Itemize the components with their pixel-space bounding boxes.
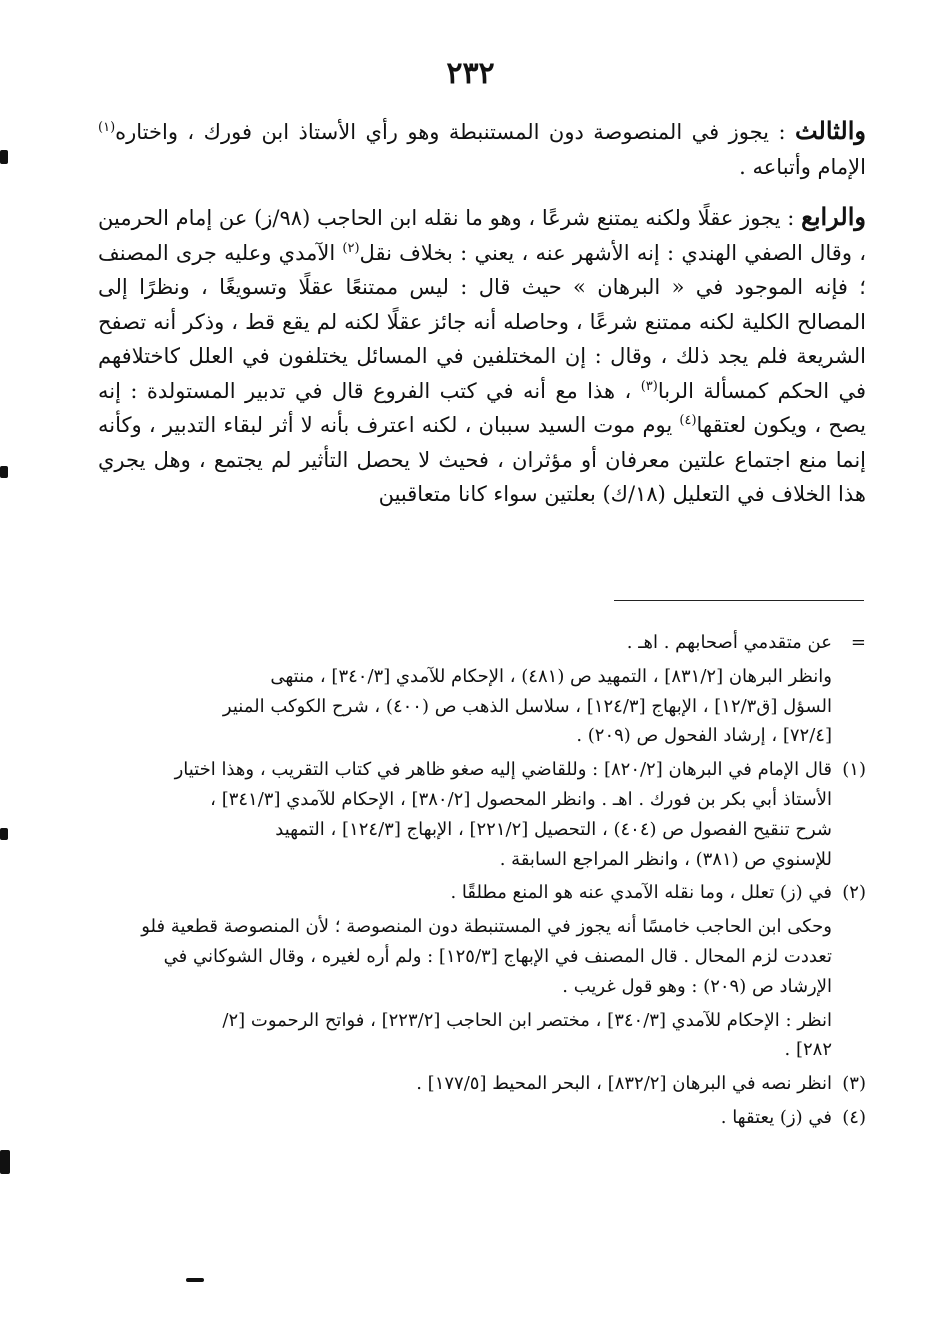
footnote-label: (٣)	[842, 1073, 866, 1095]
footnote-separator	[614, 600, 864, 601]
footnote-line: تعددت لزم المحال . قال المصنف في الإبهاج [١٢٥/٣] : ولم أره لغيره ، وقال الشوكاني في	[163, 945, 832, 967]
footnote-label: (٤)	[842, 1106, 866, 1128]
main-text	[98, 114, 866, 512]
paragraph-lead-fourth: والرابع	[801, 202, 866, 231]
footnote-line: في (ز) يعتقها .	[720, 1106, 832, 1128]
page-number: ٢٣٢	[446, 56, 495, 91]
footnote-label: =	[850, 632, 866, 653]
paragraph-text: يوم موت السيد سببان ، لكنه اعترف بأنه لا أثر لبقاء التدبير ، وكأنه إنما منع اجتماع علتين معرفان أو مؤثران ، فحيث لا يحصل التأثير لم يجتمع ، وهل يجري هذا الخلاف في التعليل (١٨/ك) بعلتين سواء كانا متعاقبين	[98, 413, 866, 506]
footnote-line: السؤل [ق١٢/٣] ، الإبهاج [١٢٤/٣] ، سلاسل الذهب ص (٤٠٠) ، شرح الكوكب المنير	[222, 695, 832, 717]
paragraph-text: : يجوز عقلًا ولكنه يمتنع شرعًا ، وهو ما نقله ابن الحاجب (٩٨/ز) عن إمام الحرمين ، وقال الصفي الهندي : إنه الأشهر عنه ، يعني : بخلاف نقل	[98, 206, 866, 265]
footnote-ref-3: (٣)	[640, 378, 658, 394]
footnote-line: انظر نصه في البرهان [٨٣٢/٢] ، البحر المحيط [١٧٧/٥] .	[416, 1073, 832, 1095]
footnote-line: الأستاذ أبي بكر بن فورك . اهـ . وانظر المحصول [٣٨٠/٢] ، الإحكام للآمدي [٣٤١/٣] ،	[210, 788, 832, 810]
paragraph-third-opinion	[98, 114, 866, 184]
footnote-continuation-refs	[104, 662, 866, 751]
paragraph-lead-third: والثالث	[794, 116, 866, 145]
paragraph-text: ، هذا مع أنه في كتب الفروع قال في تدبير المستولدة : إنه يصح ، ويكون لعتقها	[98, 378, 866, 437]
footnote-1	[104, 755, 866, 874]
scan-mark	[0, 466, 8, 478]
footnote-line: الإرشاد ص (٢٠٩) : وهو قول غريب .	[562, 975, 832, 997]
paragraph-text: الآمدي وعليه جرى المصنف ؛ فإنه الموجود في « البرهان » حيث قال : ليس ممتنعًا عقلًا وتسويغًا ، ونظرًا إلى المصالح الكلية لكنه ممتنع شرعًا ، وحاصله أنه جائز عقلًا لكنه لم يقع قط ، وذكر أنه تصفح الشريعة فلم يجد ذلك ، وقال : إن المختلفين في المسائل يختلفون في العلل كاختلافهم في الحكم كمسألة الربا	[98, 240, 866, 403]
footnote-ref-2: (٢)	[342, 240, 360, 256]
footnote-2	[104, 878, 866, 908]
footnote-ref-1: (١)	[98, 120, 116, 135]
footnote-continuation	[104, 628, 866, 658]
footnote-3	[104, 1069, 866, 1099]
footnote-line: وحكى ابن الحاجب خامسًا أنه يجوز في المستنبطة دون المنصوصة ؛ لأن المنصوصة قطعية فلو	[141, 916, 832, 938]
footnote-line: شرح تنقيح الفصول ص (٤٠٤) ، التحصيل [٢٢١/٢] ، الإبهاج [١٢٤/٣] ، التمهيد	[275, 818, 832, 840]
footnote-line: ٢٨٢] .	[784, 1039, 832, 1061]
footnotes	[104, 628, 866, 1137]
footnote-line: عن متقدمي أصحابهم . اهـ .	[626, 632, 832, 653]
footnote-line: قال الإمام في البرهان [٨٢٠/٢] : وللقاضي إليه صغو ظاهر في كتاب التقريب ، وهذا اختيار	[174, 759, 832, 781]
scan-mark	[0, 828, 8, 840]
footnote-label: (٢)	[842, 882, 866, 904]
footnote-line: انظر : الإحكام للآمدي [٣٤٠/٣] ، مختصر ابن الحاجب [٢٢٣/٢] ، فواتح الرحموت [٢/	[222, 1009, 832, 1031]
scan-mark	[0, 1150, 10, 1174]
scan-mark	[0, 150, 8, 164]
footnote-line: للإسنوي ص (٣٨١) ، وانظر المراجع السابقة .	[499, 848, 832, 870]
footnote-ref-4: (٤)	[679, 413, 697, 428]
paragraph-fourth-opinion	[98, 200, 866, 512]
footnote-2-references	[104, 1006, 866, 1066]
footnote-line: وانظر البرهان [٨٣١/٢] ، التمهيد ص (٤٨١) ، الإحكام للآمدي [٣٤٠/٣] ، منتهى	[270, 665, 832, 687]
paragraph-text: : يجوز في المنصوصة دون المستنبطة وهو رأي الأستاذ ابن فورك ، واختاره	[115, 120, 786, 144]
paragraph-text: الإمام وأتباعه .	[739, 154, 866, 179]
footnote-line: في (ز) تعلل ، وما نقله الآمدي عنه هو المنع مطلقًا .	[450, 882, 832, 904]
footnote-label: (١)	[842, 759, 866, 781]
footnote-2-addition	[104, 912, 866, 1001]
scan-mark	[186, 1278, 204, 1282]
footnote-line: [٧٢/٤] ، إرشاد الفحول ص (٢٠٩) .	[576, 725, 832, 747]
footnote-4	[104, 1103, 866, 1133]
